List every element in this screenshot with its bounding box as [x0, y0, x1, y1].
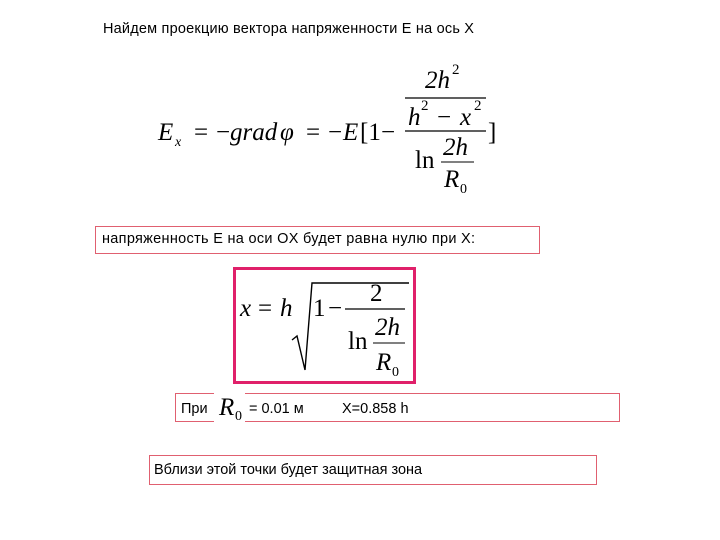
- f1-E: E: [343, 119, 359, 146]
- f1-lhs-sub: x: [175, 135, 182, 150]
- f1-eq2: =: [306, 119, 321, 146]
- f1-mid-minus: −: [437, 104, 452, 131]
- f1-inner-den-sub: 0: [460, 182, 467, 197]
- f1-inner-num: 2h: [443, 134, 468, 161]
- f1-mid-x: x: [460, 104, 472, 131]
- f2-num: 2: [370, 280, 383, 307]
- f1-grad: grad: [230, 119, 278, 146]
- result-value: = 0.01 м: [249, 401, 304, 417]
- f1-minus1: −: [216, 119, 231, 146]
- f1-minus3: −: [381, 119, 396, 146]
- f1-bracket-close: ]: [488, 119, 497, 146]
- f2-minus: −: [328, 295, 343, 322]
- f1-inner-den: R: [444, 166, 460, 193]
- f2-inner-den-sub: 0: [392, 365, 399, 380]
- page-heading: Найдем проекцию вектора напряженности E на ось X: [103, 21, 475, 37]
- f2-one: 1: [313, 295, 326, 322]
- f1-lhs: E: [158, 119, 174, 146]
- note-box: [149, 455, 597, 485]
- f1-ln: ln: [415, 147, 435, 174]
- f1-bracket-open: [1: [360, 119, 381, 146]
- f1-minus2: −: [328, 119, 343, 146]
- f1-mid-h-exp: 2: [421, 98, 429, 114]
- condition-text: напряженность E на оси OX будет равна нулю при X:: [102, 231, 476, 247]
- result-R: R: [219, 394, 235, 421]
- f2-inner-den: R: [376, 349, 392, 376]
- f2-eq: =: [258, 295, 273, 322]
- f2-x: x: [240, 295, 252, 322]
- result-x-value: X=0.858 h: [342, 401, 409, 417]
- result-R-sub: 0: [235, 409, 242, 424]
- f1-top-num-exp: 2: [452, 62, 460, 78]
- f1-mid-h: h: [408, 104, 421, 131]
- f2-ln: ln: [348, 328, 368, 355]
- f1-top-num: 2h: [425, 67, 450, 94]
- f1-phi: φ: [280, 119, 294, 146]
- f2-inner-num: 2h: [375, 314, 400, 341]
- f1-mid-x-exp: 2: [474, 98, 482, 114]
- f2-h: h: [280, 295, 293, 322]
- note-text: Вблизи этой точки будет защитная зона: [154, 462, 423, 478]
- result-prefix: При: [181, 401, 208, 417]
- f1-eq1: =: [194, 119, 209, 146]
